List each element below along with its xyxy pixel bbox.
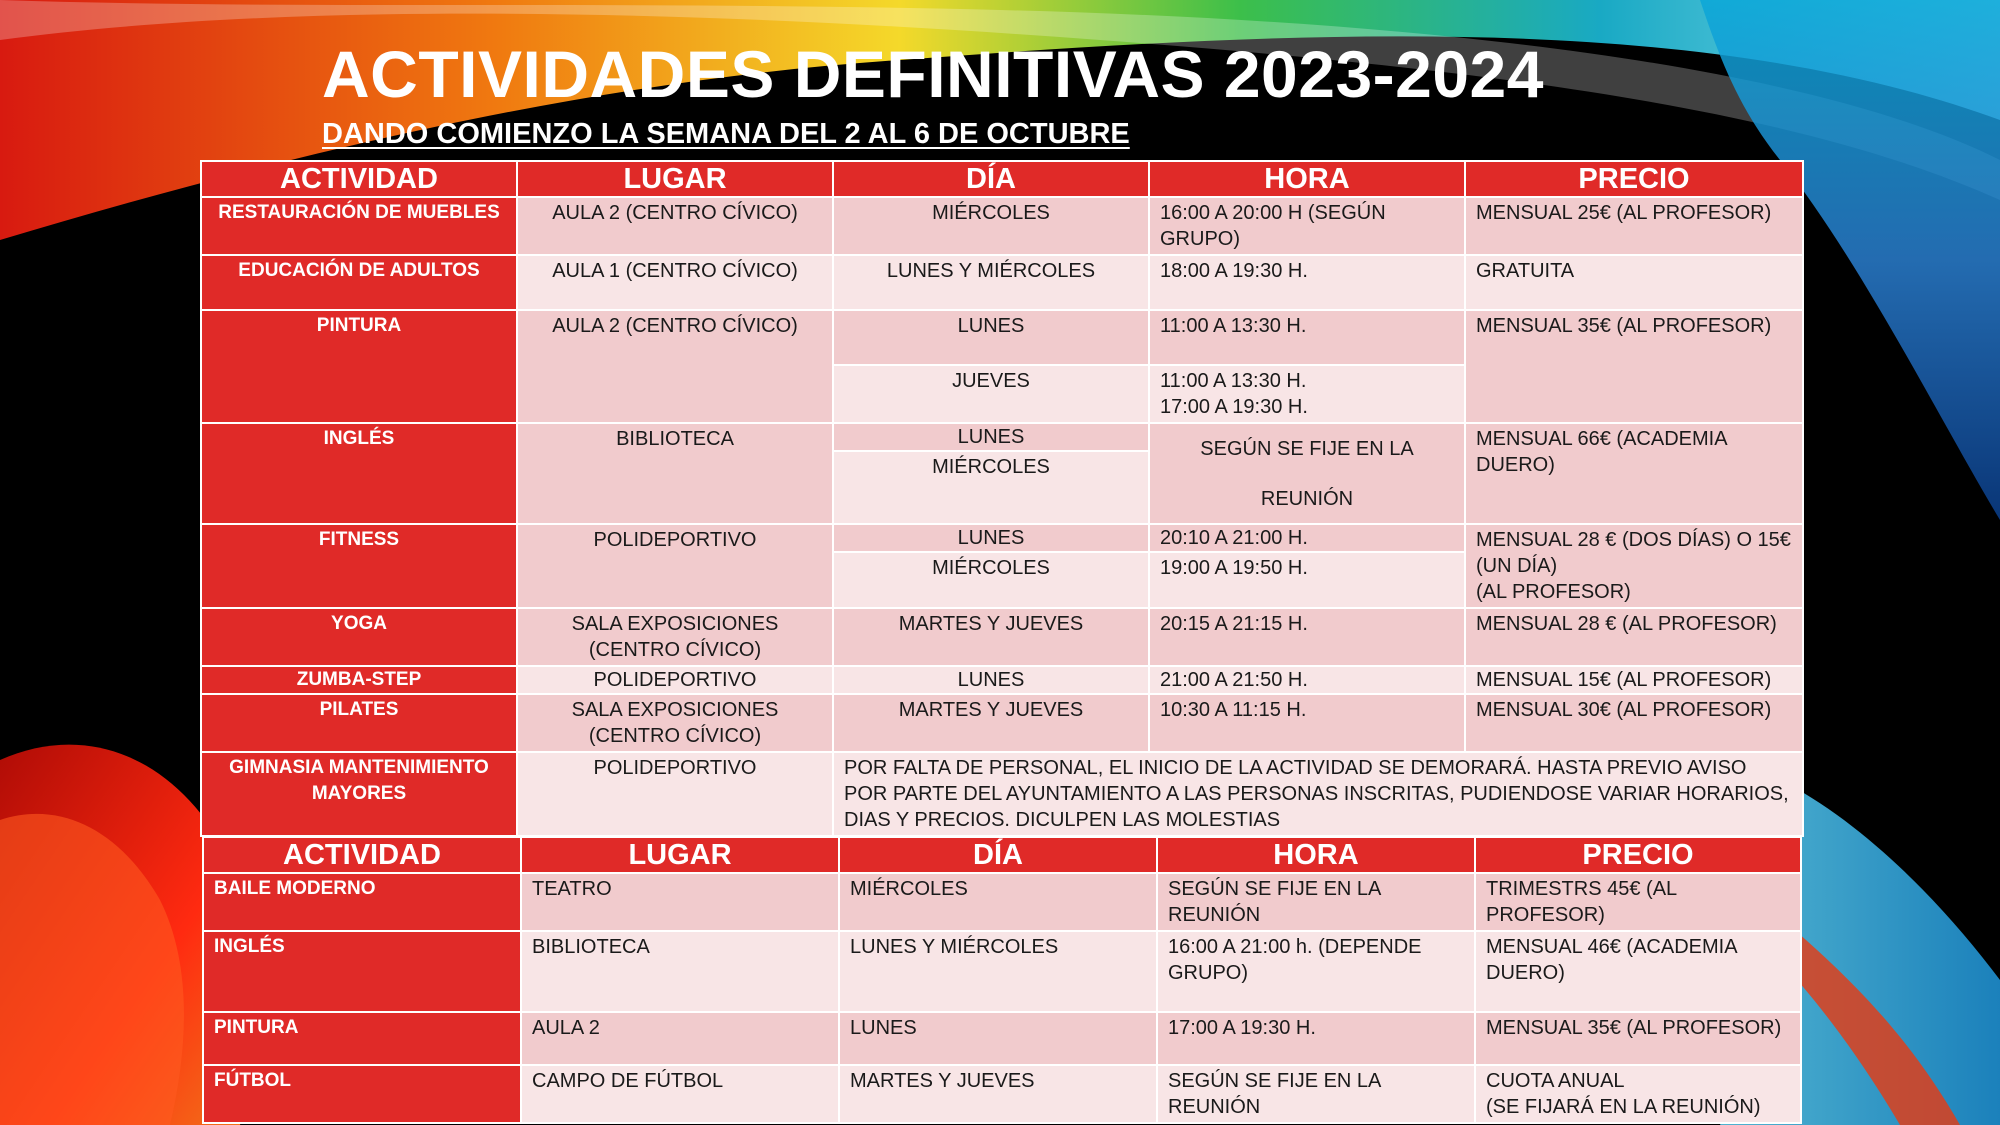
activity-name: INGLÉS [201, 423, 517, 524]
activity-day: LUNES Y MIÉRCOLES [833, 255, 1149, 310]
activity-name: EDUCACIÓN DE ADULTOS [201, 255, 517, 310]
table-row [203, 1012, 1801, 1065]
activity-name [201, 752, 517, 836]
activity-place-line: (CENTRO CÍVICO) [588, 725, 762, 747]
activity-day: MARTES Y JUEVES [833, 694, 1149, 752]
activity-time: SEGÚN SE FIJE EN LA REUNIÓN [1157, 1065, 1475, 1123]
activity-day: MARTES Y JUEVES [833, 608, 1149, 666]
activity-price: MENSUAL 15€ (AL PROFESOR) [1465, 666, 1803, 694]
activity-place: CAMPO DE FÚTBOL [521, 1065, 839, 1123]
activity-name: FÚTBOL [203, 1065, 521, 1123]
activity-time: 17:00 A 19:30 H. [1157, 1012, 1475, 1065]
activity-name: INGLÉS [203, 931, 521, 1012]
activity-place-line: SALA EXPOSICIONES [571, 613, 779, 635]
activity-day: MARTES Y JUEVES [839, 1065, 1157, 1123]
activity-day: MIÉRCOLES [833, 552, 1149, 608]
activity-price: MENSUAL 66€ (ACADEMIA DUERO) [1465, 423, 1803, 524]
activity-price-line: CUOTA ANUAL [1486, 1070, 1625, 1092]
activity-time [1149, 365, 1465, 423]
activity-place: POLIDEPORTIVO [517, 666, 833, 694]
activity-price [1465, 524, 1803, 608]
activity-time: SEGÚN SE FIJE EN LA REUNIÓN [1157, 873, 1475, 931]
table-row [203, 1065, 1801, 1123]
table-row [201, 197, 1803, 255]
activity-place-line: SALA EXPOSICIONES [571, 699, 779, 721]
activity-place: AULA 2 [521, 1012, 839, 1065]
table-header-row [203, 837, 1801, 873]
activity-day: JUEVES [833, 365, 1149, 423]
activity-day: MIÉRCOLES [833, 197, 1149, 255]
table-header-row [201, 161, 1803, 197]
activity-name: PINTURA [201, 310, 517, 423]
activity-price: MENSUAL 28 € (AL PROFESOR) [1465, 608, 1803, 666]
activity-day: MIÉRCOLES [839, 873, 1157, 931]
activity-place: AULA 2 (CENTRO CÍVICO) [517, 310, 833, 423]
table-row [203, 931, 1801, 1012]
activity-place: AULA 1 (CENTRO CÍVICO) [517, 255, 833, 310]
activity-place: BIBLIOTECA [517, 423, 833, 524]
activity-time-line: SEGÚN SE FIJE EN LA [1200, 437, 1414, 460]
table-row [201, 752, 1803, 836]
activity-time [1149, 423, 1465, 524]
table-row [201, 666, 1803, 694]
header-dia: DÍA [833, 161, 1149, 197]
activity-time-line: 17:00 A 19:30 H. [1160, 396, 1308, 418]
activity-place: BIBLIOTECA [521, 931, 839, 1012]
activity-name: PILATES [201, 694, 517, 752]
activity-day: LUNES [833, 423, 1149, 451]
table-row [201, 524, 1803, 552]
table-row [201, 608, 1803, 666]
activities-table-1 [200, 160, 1804, 837]
page-title: ACTIVIDADES DEFINITIVAS 2023-2024 [322, 37, 1544, 111]
activity-time-line: REUNIÓN [1260, 487, 1354, 510]
header-dia: DÍA [839, 837, 1157, 873]
activity-price-line: MENSUAL 28 € (DOS DÍAS) O 15€ (UN DÍA) [1476, 529, 1791, 577]
activity-day: MIÉRCOLES [833, 451, 1149, 524]
header-lugar: LUGAR [517, 161, 833, 197]
activity-name: ZUMBA-STEP [201, 666, 517, 694]
activity-name-line: GIMNASIA MANTENIMIENTO [229, 757, 489, 778]
header-hora: HORA [1149, 161, 1465, 197]
activity-time-line: 11:00 A 13:30 H. [1160, 370, 1307, 392]
activity-place: AULA 2 (CENTRO CÍVICO) [517, 197, 833, 255]
activities-table-2 [202, 836, 1802, 1124]
activity-name: RESTAURACIÓN DE MUEBLES [201, 197, 517, 255]
activity-price: MENSUAL 46€ (ACADEMIA DUERO) [1475, 931, 1801, 1012]
activity-place: TEATRO [521, 873, 839, 931]
activity-price: MENSUAL 35€ (AL PROFESOR) [1475, 1012, 1801, 1065]
activity-time: 20:10 A 21:00 H. [1149, 524, 1465, 552]
activity-place [517, 608, 833, 666]
activity-name: FITNESS [201, 524, 517, 608]
header-precio: PRECIO [1465, 161, 1803, 197]
activity-day: LUNES Y MIÉRCOLES [839, 931, 1157, 1012]
activity-time: 11:00 A 13:30 H. [1149, 310, 1465, 365]
table-row [203, 873, 1801, 931]
header-actividad: ACTIVIDAD [201, 161, 517, 197]
activity-time: 19:00 A 19:50 H. [1149, 552, 1465, 608]
table-row [201, 310, 1803, 365]
activity-notice: POR FALTA DE PERSONAL, EL INICIO DE LA ACTIVIDAD SE DEMORARÁ. HASTA PREVIO AVISO POR PARTE DEL AYUNTAMIENTO A LAS PERSONAS INSCRITAS, PUDIENDOSE VARIAR HORARIOS, DIAS Y PRECIOS. DICULPEN LAS MOLESTIAS [833, 752, 1803, 836]
activity-place [517, 694, 833, 752]
activity-day: LUNES [833, 524, 1149, 552]
activity-price: MENSUAL 35€ (AL PROFESOR) [1465, 310, 1803, 423]
activity-price: TRIMESTRS 45€ (AL PROFESOR) [1475, 873, 1801, 931]
activity-time: 18:00 A 19:30 H. [1149, 255, 1465, 310]
activity-place: POLIDEPORTIVO [517, 524, 833, 608]
header-hora: HORA [1157, 837, 1475, 873]
activity-name-line: MAYORES [311, 783, 407, 804]
table-row [201, 255, 1803, 310]
activity-price-line: (SE FIJARÁ EN LA REUNIÓN) [1486, 1096, 1761, 1118]
page-subtitle: DANDO COMIENZO LA SEMANA DEL 2 AL 6 DE OCTUBRE [322, 118, 1130, 150]
activity-time: 20:15 A 21:15 H. [1149, 608, 1465, 666]
activity-name: YOGA [201, 608, 517, 666]
activity-day: LUNES [839, 1012, 1157, 1065]
activity-time: 16:00 A 20:00 H (SEGÚN GRUPO) [1149, 197, 1465, 255]
header-lugar: LUGAR [521, 837, 839, 873]
activity-time: 16:00 A 21:00 h. (DEPENDE GRUPO) [1157, 931, 1475, 1012]
header-precio: PRECIO [1475, 837, 1801, 873]
activity-day: LUNES [833, 310, 1149, 365]
table-row [201, 694, 1803, 752]
activity-time: 21:00 A 21:50 H. [1149, 666, 1465, 694]
activity-name: PINTURA [203, 1012, 521, 1065]
activity-price: GRATUITA [1465, 255, 1803, 310]
header-actividad: ACTIVIDAD [203, 837, 521, 873]
activity-place-line: (CENTRO CÍVICO) [588, 639, 762, 661]
activity-price: MENSUAL 25€ (AL PROFESOR) [1465, 197, 1803, 255]
activity-price-line: (AL PROFESOR) [1476, 581, 1631, 603]
activity-day: LUNES [833, 666, 1149, 694]
activity-place: POLIDEPORTIVO [517, 752, 833, 836]
activity-price: MENSUAL 30€ (AL PROFESOR) [1465, 694, 1803, 752]
table-row [201, 423, 1803, 451]
activity-name: BAILE MODERNO [203, 873, 521, 931]
activity-time: 10:30 A 11:15 H. [1149, 694, 1465, 752]
activity-price [1475, 1065, 1801, 1123]
